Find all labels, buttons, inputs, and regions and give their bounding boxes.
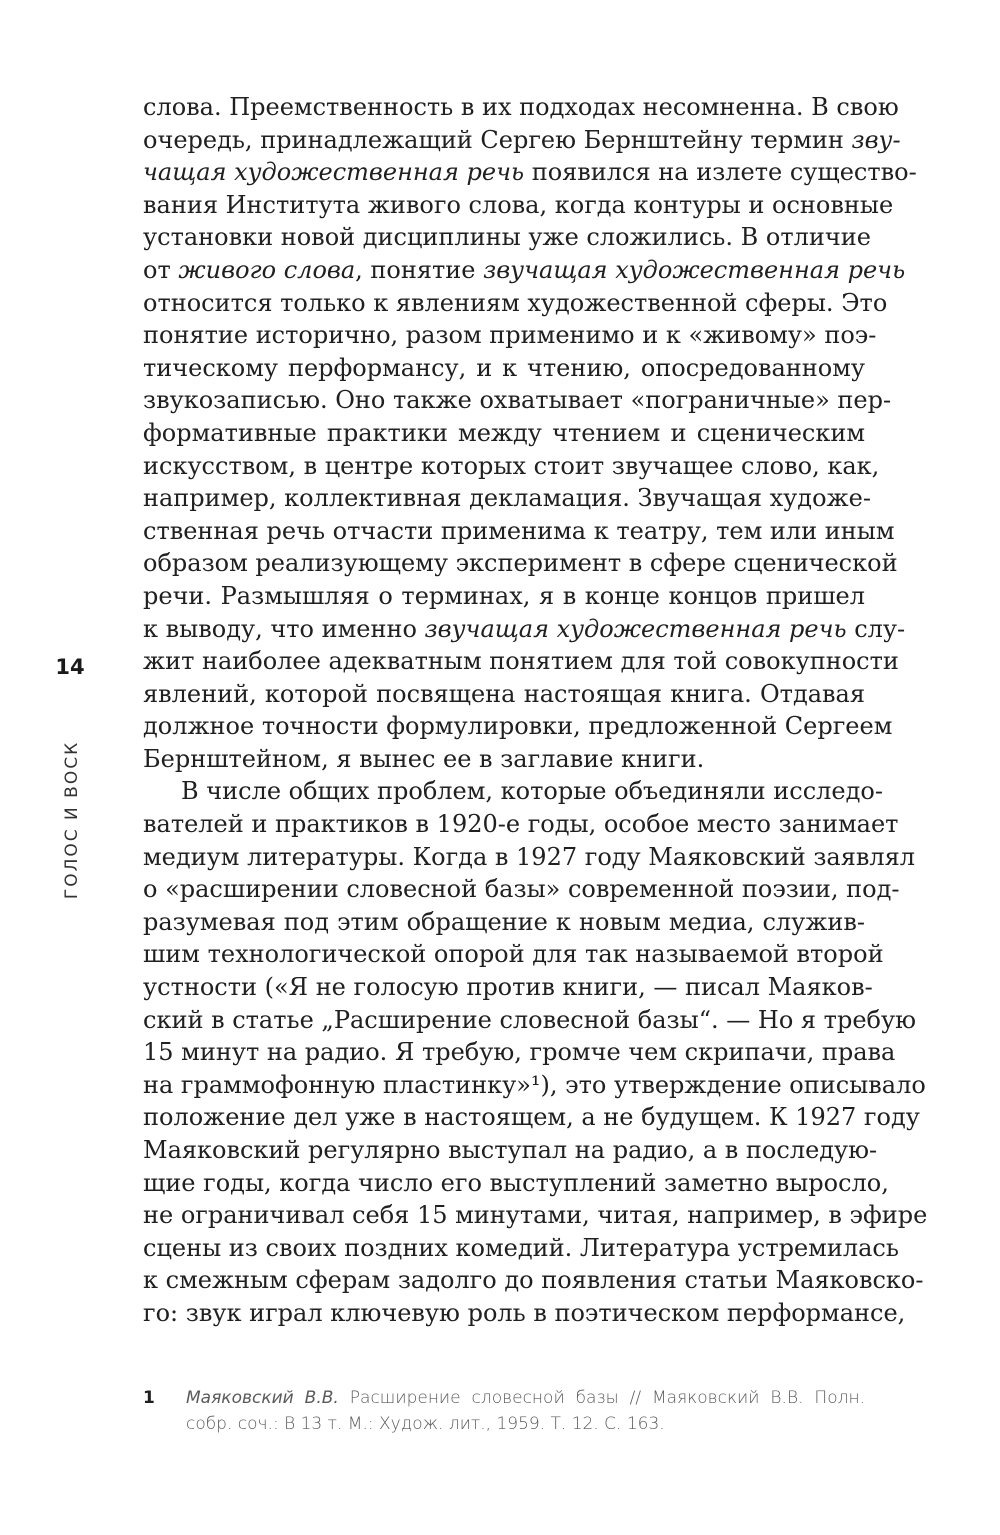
footnote-text [186, 1385, 865, 1437]
text-line [143, 873, 900, 906]
text-segment: слу- [846, 614, 906, 643]
paragraph-1 [143, 91, 917, 775]
text-line [143, 547, 898, 580]
text-segment: не ограничивал себя 15 минутами, читая, например, в эфире [143, 1201, 928, 1230]
text-segment: образом реализующему эксперимент в сфере сценической [143, 549, 898, 578]
text-segment: тическому перформансу, и к чтению, опосредованному [143, 353, 865, 382]
text-segment: вания Института живого слова, когда контуры и основные [143, 190, 894, 219]
italic-term: живого слова [178, 255, 356, 284]
text-segment: очередь, принадлежащий Сергею Бернштейну термин [143, 125, 852, 154]
text-line [143, 156, 917, 189]
text-line [143, 645, 899, 678]
text-line [143, 678, 865, 711]
footnote-line [186, 1411, 865, 1437]
text-segment: ственная речь отчасти применима к театру, тем или иным [143, 516, 895, 545]
text-segment: речи. Размышляя о терминах, я в конце концов пришел [143, 581, 865, 610]
text-segment: от [143, 255, 179, 284]
text-segment: слова. Преемственность в их подходах несомненна. В свою [143, 93, 899, 121]
text-segment: 15 минут на радио. Я требую, громче чем скрипачи, права [143, 1038, 896, 1067]
text-line [143, 124, 901, 157]
footnote-line [186, 1385, 865, 1411]
text-segment: к смежным сферам задолго до появления статьи Маяковско- [143, 1266, 924, 1295]
text-segment: относится только к явлениям художественной сферы. Это [143, 288, 888, 317]
italic-term: звучащая художественная речь [424, 614, 847, 643]
text-line [143, 1199, 928, 1232]
text-segment: В числе общих проблем, которые объединяли исследо- [181, 777, 883, 806]
text-segment: го: звук играл ключевую роль в поэтическом перформансе, [143, 1298, 906, 1327]
text-segment: понятие исторично, разом применимо и к «живому» поэ- [143, 321, 877, 350]
text-line [143, 1264, 924, 1297]
text-line [143, 417, 865, 450]
text-line [143, 319, 877, 352]
text-segment: на граммофонную пластинку»¹), это утверждение описывало [143, 1070, 926, 1099]
text-segment: положение дел уже в настоящем, а не будущем. К 1927 году [143, 1103, 920, 1132]
text-segment: например, коллективная декламация. Звучащая художе- [143, 484, 871, 513]
italic-term: чащая художественная речь [143, 158, 525, 187]
text-segment: щие годы, когда число его выступлений заметно выросло, [143, 1168, 889, 1197]
text-segment: должное точности формулировки, предложенной Сергеем [143, 712, 893, 741]
text-line [143, 287, 888, 320]
text-line [143, 1101, 920, 1134]
text-segment: собр. соч.: В 13 т. М.: Худож. лит., 1959. Т. 12. С. 163. [186, 1414, 665, 1434]
text-segment: появился на излете существо- [524, 158, 917, 187]
text-segment: о «расширении словесной базы» современной поэзии, под- [143, 875, 900, 904]
text-line [143, 450, 880, 483]
text-line [143, 189, 894, 222]
text-line [143, 384, 892, 417]
paragraph-2 [143, 775, 928, 1329]
text-segment: звукозаписью. Оно также охватывает «пограничные» пер- [143, 386, 892, 415]
text-segment: к выводу, что именно [143, 614, 425, 643]
text-line [143, 938, 884, 971]
text-line [143, 613, 906, 646]
text-segment: установки новой дисциплины уже сложились. В отличие [143, 223, 871, 252]
text-line [143, 743, 865, 776]
text-segment: ский в статье „Расширение словесной базы“. — Но я требую [143, 1005, 916, 1034]
text-segment: шим технологической опорой для так называемой второй [143, 940, 884, 969]
text-line [143, 1134, 878, 1167]
text-segment: , понятие [355, 255, 484, 284]
text-line [143, 971, 873, 1004]
text-segment: формативные практики между чтением и сценическим [143, 418, 865, 447]
text-segment: медиум литературы. Когда в 1927 году Маяковский заявлял [143, 842, 916, 871]
text-segment: явлений, которой посвящена настоящая книга. Отдавая [143, 679, 865, 708]
italic-term: зву- [851, 125, 901, 154]
text-line [143, 580, 865, 613]
text-line [143, 775, 883, 808]
text-segment: Бернштейном, я вынес ее в заглавие книги. [143, 744, 705, 773]
text-line [143, 1167, 889, 1200]
text-line [143, 1232, 899, 1265]
text-segment: сцены из своих поздних комедий. Литература устремилась [143, 1233, 899, 1262]
text-line [143, 1036, 896, 1069]
text-line [143, 1297, 906, 1330]
text-line [143, 254, 906, 287]
text-segment: устности («Я не голосую против книги, — писал Маяков- [143, 973, 873, 1002]
text-segment: разумевая под этим обращение к новым медиа, служив- [143, 907, 865, 936]
page-number: 14 [55, 655, 85, 679]
text-segment: жит наиболее адекватным понятием для той совокупности [143, 647, 899, 676]
text-line [143, 352, 865, 385]
text-line [143, 1069, 926, 1102]
text-line [143, 906, 865, 939]
body-text [143, 91, 928, 1330]
text-line [143, 91, 899, 124]
text-line [143, 710, 893, 743]
text-line [143, 515, 895, 548]
text-line [143, 841, 916, 874]
italic-term: Маяковский В.В. [186, 1388, 339, 1408]
text-segment: Маяковский регулярно выступал на радио, а в последую- [143, 1136, 878, 1164]
footnote-number: 1 [143, 1388, 155, 1408]
text-line [143, 221, 871, 254]
text-segment: вателей и практиков в 1920-е годы, особое место занимает [143, 810, 899, 839]
text-line [143, 1004, 916, 1037]
italic-term: звучащая художественная речь [483, 255, 906, 284]
running-title: ГОЛОС И ВОСК [62, 740, 82, 900]
text-line [143, 808, 899, 841]
text-segment: искусством, в центре которых стоит звучащее слово, как, [143, 451, 880, 480]
text-line [143, 482, 871, 515]
text-segment: Расширение словесной базы // Маяковский В.В. Полн. [338, 1388, 866, 1408]
